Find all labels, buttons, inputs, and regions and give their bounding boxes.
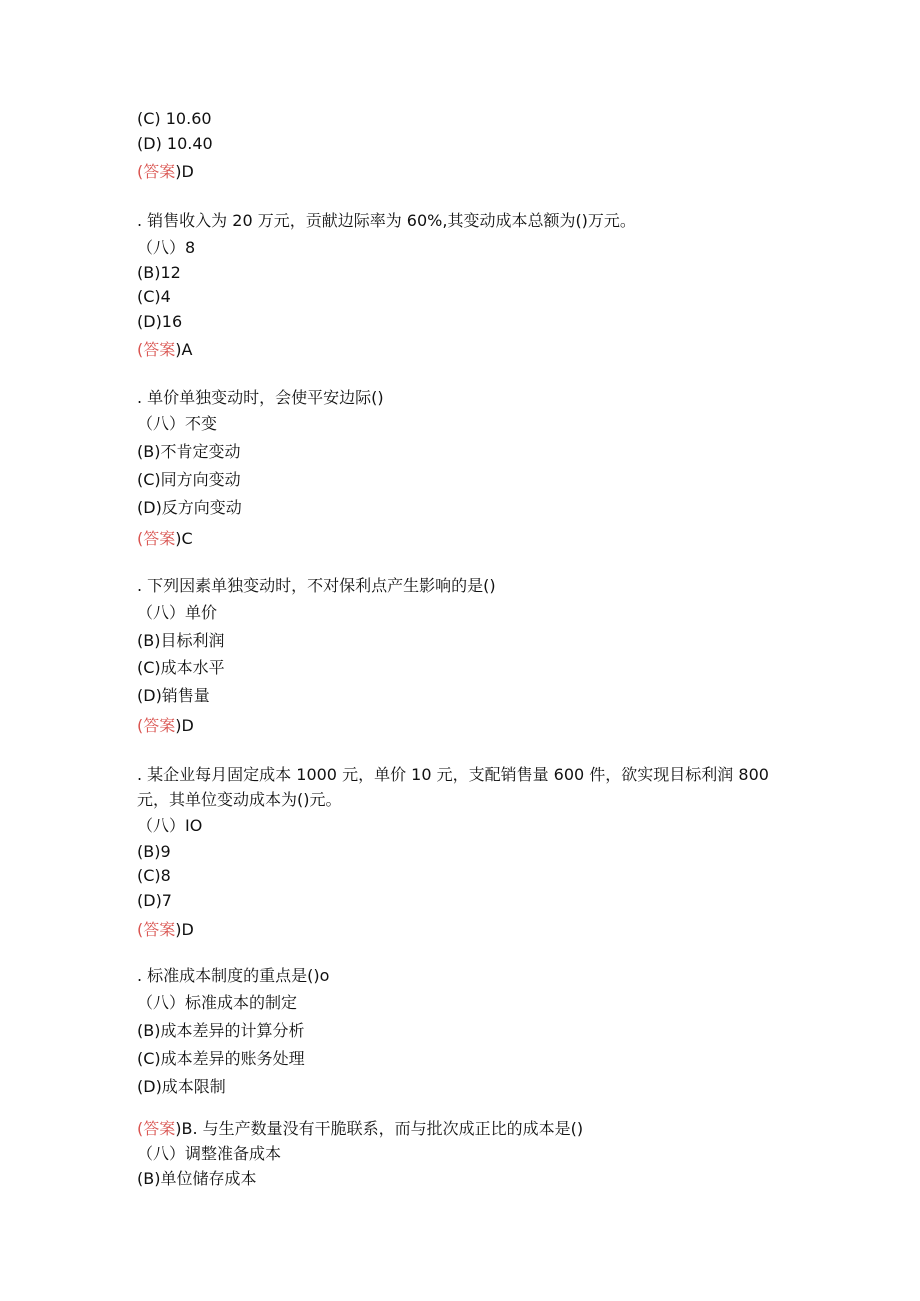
option-line: (C)成本水平 — [137, 658, 225, 677]
option-line: （八）标准成本的制定 — [137, 993, 298, 1012]
answer-label: (答案 — [137, 716, 176, 735]
option-line: (C)同方向变动 — [137, 470, 241, 489]
answer-line — [137, 161, 194, 183]
answer-label: (答案 — [137, 340, 176, 359]
answer-label: (答案 — [137, 920, 176, 939]
option-line: （八）单价 — [137, 603, 218, 622]
question-text: . 下列因素单独变动时，不对保利点产生影响的是() — [137, 576, 496, 595]
answer-line — [137, 528, 193, 550]
answer-value: )A — [175, 340, 193, 359]
option-line: (D) 10.40 — [137, 134, 213, 153]
answer-value: )D — [175, 920, 194, 939]
answer-line — [137, 1118, 583, 1140]
option-line: (C)4 — [137, 287, 171, 306]
answer-value: )C — [175, 529, 193, 548]
option-line: (D)7 — [137, 891, 172, 910]
option-line: （八）8 — [137, 238, 196, 257]
option-line: (D)反方向变动 — [137, 498, 242, 517]
question-text: . 标准成本制度的重点是()o — [137, 966, 330, 985]
option-line: （八）IO — [137, 816, 203, 835]
option-line: (B)9 — [137, 842, 171, 861]
question-text: . 某企业每月固定成本 1000 元，单价 10 元，支配销售量 600 件，欲实现目标利润 800 — [137, 765, 769, 784]
answer-label: (答案 — [137, 162, 176, 181]
answer-value: )D — [175, 716, 194, 735]
option-line: （八）调整准备成本 — [137, 1144, 282, 1163]
option-line: (B)成本差异的计算分析 — [137, 1021, 305, 1040]
option-line: (D)16 — [137, 312, 183, 331]
option-line: （八）不变 — [137, 414, 218, 433]
answer-line — [137, 715, 194, 737]
option-line: (B)不肯定变动 — [137, 442, 241, 461]
answer-value: )D — [175, 162, 194, 181]
question-text: . 销售收入为 20 万元，贡献边际率为 60%,其变动成本总额为()万元。 — [137, 211, 636, 230]
answer-line — [137, 919, 194, 941]
answer-label: (答案 — [137, 529, 176, 548]
answer-label: (答案 — [137, 1119, 176, 1138]
option-line: (D)成本限制 — [137, 1077, 226, 1096]
answer-line — [137, 339, 192, 361]
question-text: . 单价单独变动时，会使平安边际() — [137, 388, 384, 407]
question-text: 元，其单位变动成本为()元。 — [137, 790, 342, 809]
option-line: (B)目标利润 — [137, 631, 225, 650]
option-line: (B)12 — [137, 263, 181, 282]
answer-value: )B. 与生产数量没有干脆联系，而与批次成正比的成本是() — [175, 1119, 584, 1138]
option-line: (C)8 — [137, 866, 171, 885]
option-line: (B)单位储存成本 — [137, 1169, 257, 1188]
option-line: (C)成本差异的账务处理 — [137, 1049, 305, 1068]
option-line: (C) 10.60 — [137, 109, 212, 128]
option-line: (D)销售量 — [137, 686, 210, 705]
